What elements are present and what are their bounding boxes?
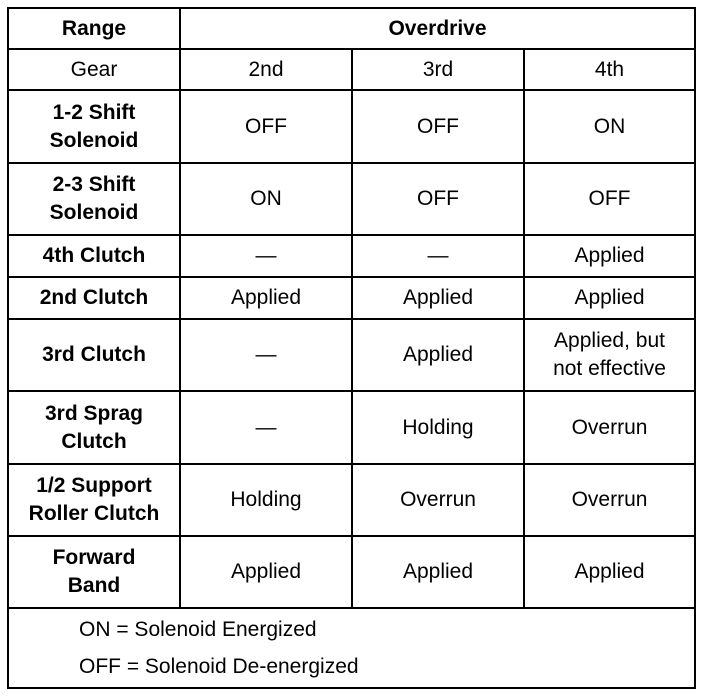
cell-value: — [352, 235, 524, 277]
row-label-line1: 3rd Sprag [44, 401, 144, 425]
cell-value: Applied [524, 536, 695, 608]
cell-value: Applied [524, 277, 695, 319]
table-row [8, 90, 695, 163]
table-row [8, 391, 695, 464]
row-label [8, 163, 180, 235]
legend-off: OFF = Solenoid De-energized [79, 655, 359, 678]
cell-value-line1: Applied, but [554, 329, 665, 352]
cell-value: Applied [524, 235, 695, 277]
row-label: 4th Clutch [8, 235, 180, 277]
row-label-line2: Solenoid [49, 201, 139, 224]
cell-value: OFF [352, 90, 524, 163]
cell-value [524, 319, 695, 391]
table-row [8, 163, 695, 235]
gear-3rd: 3rd [352, 49, 524, 90]
range-header: Range [8, 8, 180, 49]
shift-chart-table [7, 7, 696, 689]
overdrive-header: Overdrive [180, 8, 695, 49]
cell-value: Holding [180, 464, 352, 536]
cell-value: Overrun [352, 464, 524, 536]
gear-2nd: 2nd [180, 49, 352, 90]
gear-4th: 4th [524, 49, 695, 90]
row-label-line2: Roller Clutch [28, 502, 160, 525]
gear-row [8, 49, 695, 90]
cell-value: Applied [352, 319, 524, 391]
table-row [8, 235, 695, 277]
row-label-line1: 1/2 Support [36, 474, 152, 497]
row-label-line2: Solenoid [49, 128, 139, 152]
cell-value: ON [180, 163, 352, 235]
header-row [8, 8, 695, 49]
cell-value: OFF [180, 90, 352, 163]
table-row [8, 319, 695, 391]
row-label-line2: Band [67, 574, 121, 597]
cell-value: — [180, 391, 352, 464]
row-label [8, 90, 180, 163]
cell-value: — [180, 235, 352, 277]
table-row [8, 277, 695, 319]
cell-value: ON [524, 90, 695, 163]
row-label [8, 464, 180, 536]
cell-value: — [180, 319, 352, 391]
row-label-line1: 2-3 Shift [52, 173, 136, 196]
row-label-line1: Forward [52, 546, 136, 569]
cell-value: Overrun [524, 464, 695, 536]
cell-value: Applied [352, 277, 524, 319]
legend [8, 608, 695, 688]
legend-row [8, 608, 695, 688]
cell-value: OFF [352, 163, 524, 235]
cell-value: Overrun [524, 391, 695, 464]
row-label: 3rd Clutch [8, 319, 180, 391]
cell-value: OFF [524, 163, 695, 235]
row-label-line1: 1-2 Shift [52, 100, 136, 124]
cell-value: Holding [352, 391, 524, 464]
table-row [8, 464, 695, 536]
row-label [8, 536, 180, 608]
cell-value: Applied [180, 536, 352, 608]
table-row [8, 536, 695, 608]
row-label: 2nd Clutch [8, 277, 180, 319]
gear-label: Gear [8, 49, 180, 90]
cell-value: Applied [352, 536, 524, 608]
cell-value: Applied [180, 277, 352, 319]
row-label-line2: Clutch [61, 429, 127, 453]
cell-value-line2: not effective [553, 357, 666, 380]
legend-on: ON = Solenoid Energized [79, 618, 317, 641]
row-label [8, 391, 180, 464]
